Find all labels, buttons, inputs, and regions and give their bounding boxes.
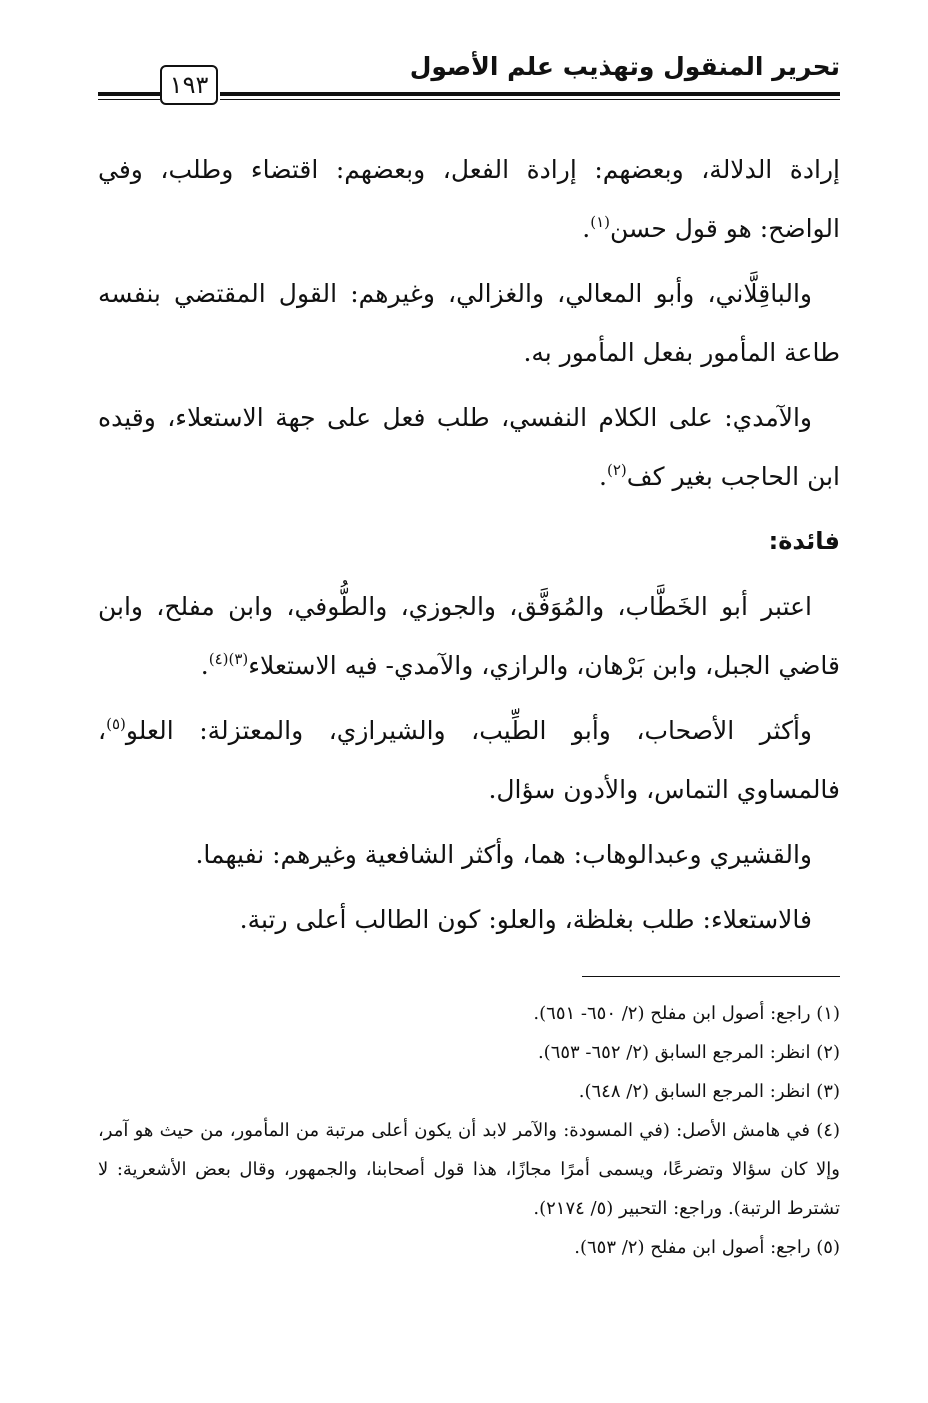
paragraph (98, 701, 840, 819)
footnote-ref: (١) (590, 213, 611, 231)
paragraph (98, 825, 840, 884)
paragraph-text: فالاستعلاء: طلب بغلظة، والعلو: كون الطالب أعلى رتبة. (239, 905, 812, 934)
footnote-separator (582, 976, 840, 977)
footnote: (٣) انظر: المرجع السابق (٢/ ٦٤٨). (578, 1081, 840, 1102)
paragraph (98, 890, 840, 949)
header-rule (220, 92, 840, 96)
paragraph-end: . (599, 462, 607, 491)
running-title: تحرير المنقول وتهذيب علم الأصول (409, 52, 840, 81)
page-number: ١٩٣ (160, 65, 218, 105)
paragraph-text: والقشيري وعبدالوهاب: هما، وأكثر الشافعية وغيرهم: نفيهما. (195, 840, 812, 869)
paragraph-end: . (582, 214, 591, 243)
header-rule-left-thin (98, 99, 160, 100)
paragraph-text: ، فالمساوي التماس، والأدون سؤال. (98, 716, 840, 804)
paragraph (98, 577, 840, 695)
footnote: (١) راجع: أصول ابن مفلح (٢/ ٦٥٠- ٦٥١). (533, 1003, 840, 1024)
footnote: (٥) راجع: أصول ابن مفلح (٢/ ٦٥٣). (574, 1237, 840, 1258)
footnote: (٤) في هامش الأصل: (في المسودة: والآمر لابد أن يكون أعلى مرتبة من المأمور، من حيث هو آمر، وإلا كان سؤالا وتضرعًا، ويسمى أمرًا مجازًا، هذا قول أصحابنا، والجمهور، وقال بعض الأشعرية: لا تشترط الرتبة). وراجع: التحبير (٥/ ٢١٧٤). (98, 1120, 840, 1219)
main-text (98, 140, 840, 955)
header-rule-left (98, 92, 160, 96)
paragraph (98, 140, 840, 258)
paragraph (98, 388, 840, 506)
footnote-ref: (٢) (606, 461, 627, 479)
paragraph-text: وأكثر الأصحاب، وأبو الطِّيب، والشيرازي، والمعتزلة: العلو (125, 716, 812, 745)
paragraph-text: والباقِلَّاني، وأبو المعالي، والغزالي، وغيرهم: القول المقتضي بنفسه طاعة المأمور بفعل المأمور به. (98, 279, 840, 367)
section-heading: فائدة: (768, 527, 840, 555)
page-header (98, 44, 840, 104)
paragraph-text: اعتبر أبو الخَطَّاب، والمُوَفَّق، والجوزي، والطُّوفي، وابن مفلح، وابن قاضي الجبل، وابن بَرْهان، والرازي، والآمدي- فيه الاستعلاء (98, 592, 840, 680)
paragraph-text: والآمدي: على الكلام النفسي، طلب فعل على جهة الاستعلاء، وقيده ابن الحاجب بغير كف (98, 403, 840, 491)
header-rule-thin (220, 99, 840, 100)
paragraph (98, 264, 840, 382)
footnote: (٢) انظر: المرجع السابق (٢/ ٦٥٢- ٦٥٣). (537, 1042, 840, 1063)
footnotes (98, 994, 840, 1267)
paragraph-end: . (200, 651, 209, 680)
paragraph-text: إرادة الدلالة، وبعضهم: إرادة الفعل، وبعضهم: اقتضاء وطلب، وفي الواضح: هو قول حسن (98, 155, 840, 243)
footnote-ref: (٥) (106, 715, 126, 733)
footnote-ref: (٣)(٤) (208, 650, 249, 668)
